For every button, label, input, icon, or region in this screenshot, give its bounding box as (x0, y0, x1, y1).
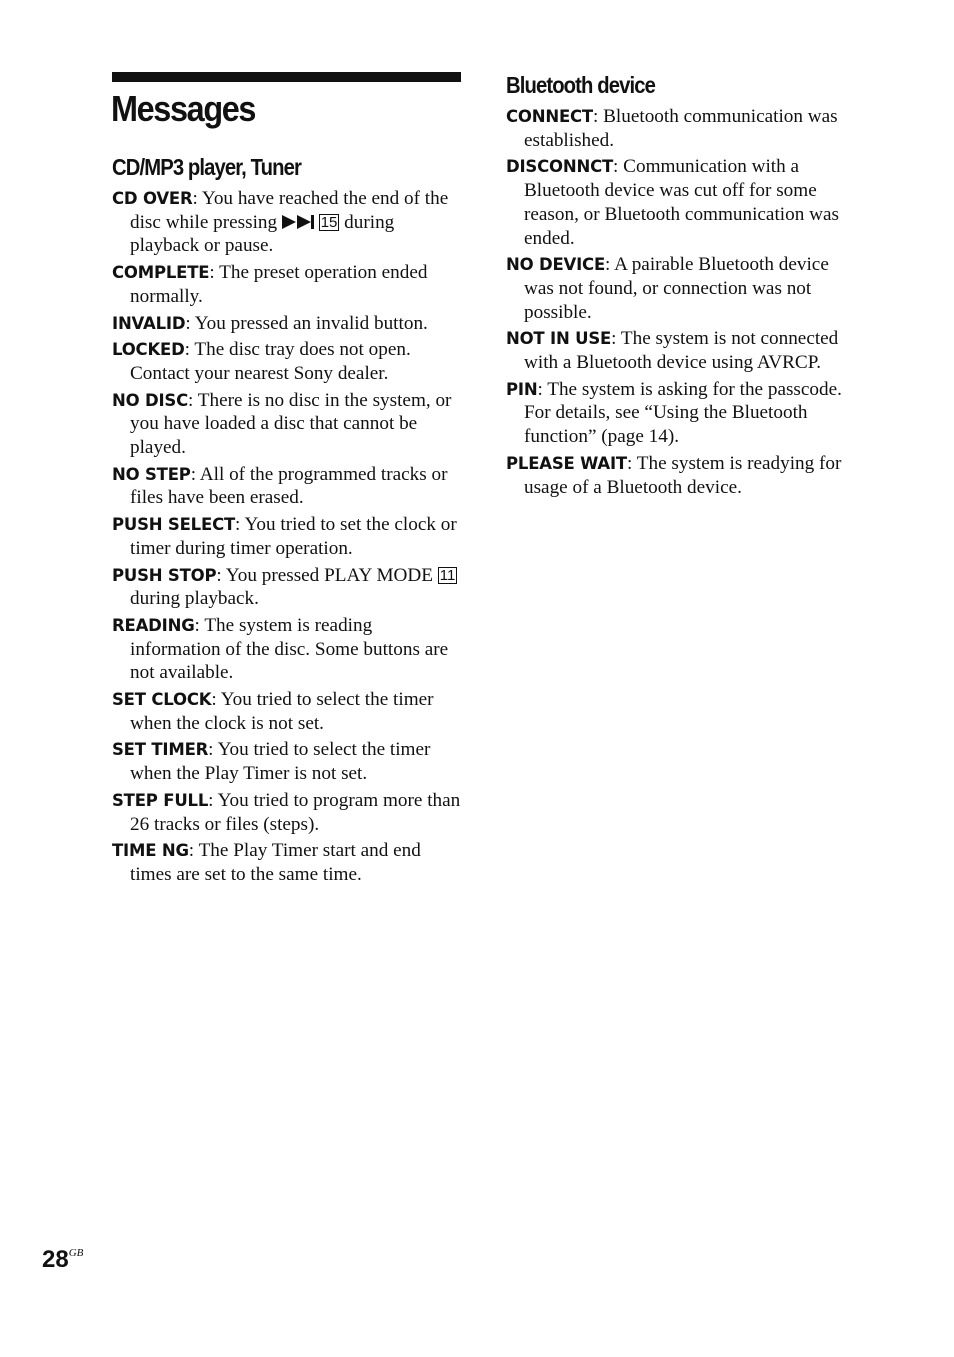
message-text: : Bluetooth communication was established. (524, 106, 838, 151)
message-term: PUSH STOP (112, 565, 217, 585)
message-entry-disconnct (506, 155, 860, 250)
message-entry-push-stop (112, 564, 464, 611)
message-term: SET TIMER (112, 740, 209, 760)
message-text: : There is no disc in the system, or you have loaded a disc that cannot be played. (130, 389, 452, 459)
page-number-suffix: GB (68, 1247, 84, 1259)
message-term: NOT IN USE (506, 329, 612, 349)
message-term: NO STEP (112, 464, 191, 484)
message-text: : The disc tray does not open. Contact your nearest Sony dealer. (130, 339, 411, 384)
message-text: : The system is asking for the passcode. For details, see “Using the Bluetooth function” (page 14). (524, 378, 842, 448)
message-text: during playback or pause. (130, 211, 395, 257)
message-term: TIME NG (112, 841, 189, 861)
message-text: : The preset operation ended normally. (130, 262, 428, 307)
message-term: LOCKED (112, 340, 185, 360)
page-title: Messages (111, 88, 256, 129)
message-text: during playback. (130, 588, 259, 610)
message-entry-complete (112, 261, 464, 308)
message-term: READING (112, 615, 195, 635)
message-entry-cd-over (112, 187, 464, 258)
message-term: NO DISC (112, 390, 189, 410)
message-term: INVALID (112, 313, 186, 333)
message-text: : You tried to select the timer when the clock is not set. (130, 689, 434, 734)
message-text: : You pressed PLAY MODE (216, 564, 438, 586)
message-entry-reading (112, 614, 464, 685)
message-text: : You tried to program more than 26 tracks or files (steps). (130, 789, 461, 835)
page-number (42, 1246, 83, 1274)
message-text: : You tried to select the timer when the Play Timer is not set. (130, 739, 431, 785)
message-text: : The system is readying for usage of a Bluetooth device. (524, 452, 842, 498)
message-entry-set-clock (112, 688, 464, 735)
message-entry-locked (112, 338, 464, 385)
message-term: PUSH SELECT (112, 515, 236, 535)
message-term: NO DEVICE (506, 255, 606, 275)
title-rule (112, 72, 461, 82)
cd-section-heading: CD/MP3 player, Tuner (112, 154, 301, 180)
message-term: COMPLETE (112, 263, 210, 283)
button-ref-badge: 15 (320, 213, 338, 231)
message-entry-no-device (506, 253, 860, 324)
fast-forward-icon (282, 215, 314, 229)
message-term: PLEASE WAIT (506, 453, 627, 473)
message-text: : The system is not connected with a Bluetooth device using AVRCP. (524, 328, 839, 374)
message-entry-connect (506, 105, 860, 152)
message-text: : You have reached the end of the disc while pressing (130, 188, 449, 233)
cd-section (112, 154, 464, 890)
message-entry-not-in-use (506, 327, 860, 374)
message-entry-step-full (112, 789, 464, 836)
message-term: CD OVER (112, 189, 193, 208)
message-entry-pin (506, 378, 860, 449)
message-entry-set-timer (112, 738, 464, 785)
message-text: : The system is reading information of the disc. Some buttons are not available. (130, 614, 449, 684)
bt-section-heading: Bluetooth device (506, 72, 655, 98)
message-entry-time-ng (112, 839, 464, 886)
message-term: DISCONNCT (506, 157, 614, 177)
button-ref-badge: 11 (439, 566, 456, 584)
message-term: CONNECT (506, 107, 593, 126)
page-number-value: 28 (42, 1246, 69, 1273)
message-entry-no-step (112, 463, 464, 510)
message-text: : Communication with a Bluetooth device was cut off for some reason, or Bluetooth communication was ended. (524, 156, 839, 249)
message-term: STEP FULL (112, 790, 209, 810)
message-entry-please-wait (506, 452, 860, 499)
message-text: : You pressed an invalid button. (185, 312, 428, 334)
bt-section (506, 72, 860, 502)
message-entry-push-select (112, 513, 464, 560)
message-text: : You tried to set the clock or timer during timer operation. (130, 514, 457, 559)
message-text: : A pairable Bluetooth device was not found, or connection was not possible. (524, 254, 829, 323)
message-text: : All of the programmed tracks or files have been erased. (130, 463, 448, 509)
message-term: SET CLOCK (112, 690, 212, 710)
message-term: PIN (506, 379, 538, 399)
message-text: : The Play Timer start and end times are set to the same time. (130, 840, 421, 885)
message-entry-no-disc (112, 389, 464, 460)
message-entry-invalid (112, 312, 464, 336)
